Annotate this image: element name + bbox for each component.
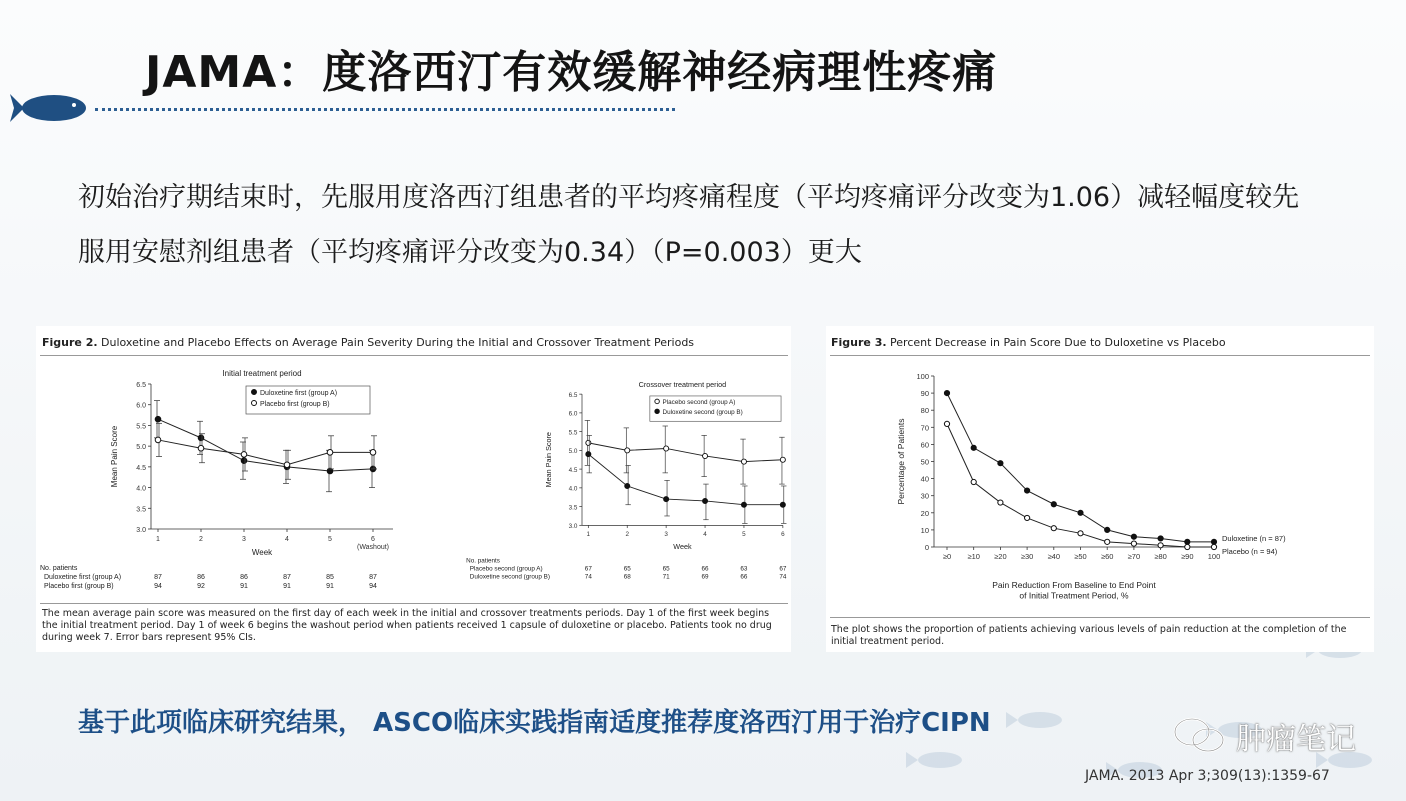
- y-tick-label: 3.5: [568, 504, 578, 512]
- y-axis-label: Mean Pain Score: [544, 432, 554, 488]
- y-tick-label: 6.5: [568, 391, 578, 399]
- patients-label: No. patients: [466, 557, 500, 565]
- x-tick-label: [781, 531, 785, 538]
- patients-cell: 68: [623, 573, 631, 581]
- data-point: [155, 416, 161, 422]
- patients-cell: 91: [326, 583, 334, 590]
- figure-3-rule: [830, 355, 1370, 356]
- data-point: [1025, 488, 1030, 493]
- series-line: [947, 424, 1214, 547]
- x-tick-label: [625, 531, 629, 538]
- x-tick-label: [328, 536, 332, 543]
- data-point: [1051, 526, 1056, 531]
- data-point: [241, 452, 247, 458]
- data-point: [1105, 527, 1110, 532]
- data-point: [1211, 539, 1216, 544]
- patients-cell: 65: [662, 565, 670, 573]
- y-tick-label: 60: [920, 440, 929, 450]
- x-tick-label: [1101, 552, 1113, 561]
- x-tick-label: [943, 552, 951, 561]
- patients-row-name: Placebo first (group B): [44, 583, 114, 590]
- data-point: [1131, 541, 1136, 546]
- x-tick-label-line: 6: [781, 531, 785, 539]
- watermark-text: 肿瘤笔记: [1236, 722, 1356, 757]
- patients-cell: 94: [369, 583, 377, 590]
- x-tick-label-line: ≥10: [967, 552, 980, 561]
- patients-cell: 86: [197, 574, 205, 581]
- data-point: [198, 445, 204, 451]
- patients-cell: 94: [154, 583, 162, 590]
- patients-cell: 67: [779, 565, 787, 573]
- y-tick-label: 4.0: [568, 485, 578, 493]
- x-tick-label: [156, 536, 160, 543]
- data-point: [664, 497, 669, 502]
- body-paragraph: 初始治疗期结束时，先服用度洛西汀组患者的平均疼痛程度（平均疼痛评分改变为1.06）减轻幅度较先服用安慰剂组患者（平均疼痛评分改变为0.34）（P=0.003）更大: [78, 182, 1300, 268]
- figure-3-label: Figure 3.: [831, 336, 887, 349]
- data-point: [625, 448, 630, 453]
- figure-2-initial-chart: [36, 358, 406, 623]
- figure-2-caption: The mean average pain score was measured on the first day of each week in the initial and crossover treatments periods. Day 1 of the first week begins the initial treatment period. Day 1 of week 6 begins the washout period when patients received 1 capsule of duloxetine or placebo. Patients took no drug during week 7. Error bars represent 95% CIs.: [42, 608, 772, 643]
- data-point: [241, 458, 247, 464]
- panel-title: Crossover treatment period: [638, 379, 727, 389]
- y-tick-label: 6.0: [568, 410, 578, 418]
- series-end-label: Duloxetine (n = 87): [1222, 533, 1286, 543]
- patients-cell: 85: [326, 574, 334, 581]
- y-tick-label: 4.5: [568, 466, 578, 474]
- figure-3-caption: The plot shows the proportion of patients achieving various levels of pain reduction at the completion of the initial treatment period.: [831, 624, 1347, 647]
- fish-logo-icon: [8, 86, 90, 128]
- data-point: [155, 437, 161, 443]
- data-point: [780, 502, 785, 507]
- x-tick-label-line: (Washout): [356, 544, 390, 551]
- y-tick-label: 70: [920, 423, 929, 433]
- x-tick-label-line: ≥30: [1020, 552, 1034, 561]
- patients-cell: 66: [701, 565, 709, 573]
- y-tick-label: 3.0: [568, 523, 578, 531]
- patients-cell: 91: [240, 583, 248, 590]
- patients-cell: 87: [369, 574, 377, 581]
- data-point: [198, 435, 204, 441]
- y-tick-label: 90: [920, 389, 929, 399]
- y-tick-label: 80: [920, 406, 929, 416]
- y-tick-label: 6.5: [136, 382, 146, 389]
- series-line: [158, 440, 373, 465]
- x-tick-label: [199, 536, 203, 543]
- patients-row-name: Duloxetine second (group B): [469, 573, 551, 581]
- x-tick-label: [242, 536, 246, 543]
- y-tick-label: 5.5: [568, 429, 578, 437]
- x-tick-label: [742, 531, 746, 538]
- legend-label: Placebo second (group A): [662, 399, 736, 407]
- patients-cell: 74: [584, 573, 592, 581]
- y-tick-label: 20: [920, 508, 929, 518]
- patients-cell: 66: [740, 573, 748, 581]
- figure-3-title-text: Percent Decrease in Pain Score Due to Duloxetine vs Placebo: [890, 336, 1226, 349]
- legend-marker: [655, 399, 660, 404]
- series-line: [588, 443, 783, 462]
- x-tick-label-line: ≥70: [1127, 552, 1141, 561]
- y-tick-label: 0: [924, 543, 929, 552]
- slide-title: JAMA：度洛西汀有效缓解神经病理性疼痛: [145, 47, 998, 98]
- x-tick-label: [967, 552, 979, 561]
- data-point: [664, 446, 669, 451]
- data-point: [944, 421, 949, 426]
- wechat-icon: [1172, 716, 1228, 756]
- y-axis-label: Percentage of Patients: [896, 418, 906, 505]
- y-tick-label: 30: [920, 491, 929, 501]
- data-point: [971, 445, 976, 450]
- figure-3-caption-rule: [830, 617, 1370, 618]
- data-point: [998, 500, 1003, 505]
- x-tick-label-line: ≥60: [1100, 552, 1114, 561]
- data-point: [1105, 539, 1110, 544]
- x-tick-label-line: 4: [285, 536, 289, 543]
- y-tick-label: 5.0: [568, 448, 578, 456]
- patients-cell: 86: [240, 574, 248, 581]
- patients-cell: 87: [154, 574, 162, 581]
- patients-cell: 91: [283, 583, 291, 590]
- y-tick-label: 10: [920, 525, 929, 535]
- data-point: [370, 450, 376, 456]
- patients-cell: 92: [197, 583, 205, 590]
- patients-row-name: Placebo second (group A): [469, 565, 543, 573]
- x-axis-label: Week: [673, 541, 692, 551]
- x-tick-label: [1181, 552, 1193, 561]
- x-tick-label: [703, 531, 707, 538]
- y-tick-label: 5.0: [136, 444, 146, 452]
- data-point: [741, 502, 746, 507]
- conclusion-text: 基于此项临床研究结果， ASCO临床实践指南适度推荐度洛西汀用于治疗CIPN: [78, 708, 991, 738]
- x-tick-label: [1208, 552, 1221, 561]
- x-tick-label-line: 4: [703, 531, 707, 539]
- x-axis-label: Week: [251, 548, 273, 557]
- data-point: [1158, 543, 1163, 548]
- x-tick-label-line: 3: [242, 536, 246, 543]
- figure-2-title: [42, 336, 694, 349]
- y-tick-label: 4.0: [136, 485, 146, 493]
- data-point: [703, 453, 708, 458]
- y-tick-label: 4.5: [136, 464, 146, 472]
- x-tick-label: [994, 552, 1006, 561]
- patients-cell: 74: [779, 573, 787, 581]
- x-tick-label-line: ≥80: [1154, 552, 1167, 561]
- y-tick-label: 5.5: [136, 423, 146, 431]
- x-tick-label-line: ≥90: [1181, 552, 1194, 561]
- y-tick-label: 100: [916, 372, 929, 381]
- y-axis-label: Mean Pain Score: [110, 425, 119, 488]
- y-tick-label: 3.5: [136, 506, 146, 514]
- data-point: [1078, 510, 1083, 515]
- patients-cell: 69: [701, 573, 709, 581]
- x-axis-label: Pain Reduction From Baseline to End Point: [992, 580, 1156, 590]
- legend-marker: [252, 401, 257, 406]
- figure-3-panel: [826, 326, 1374, 652]
- legend-marker: [655, 409, 660, 414]
- legend-label: Placebo first (group B): [260, 401, 330, 408]
- data-point: [1131, 534, 1136, 539]
- x-tick-label-line: ≥40: [1047, 552, 1061, 561]
- data-point: [1078, 531, 1083, 536]
- x-tick-label: [587, 531, 591, 538]
- title-dotted-rule: [95, 108, 675, 111]
- x-tick-label: [1048, 552, 1060, 561]
- x-tick-label-line: 6: [371, 536, 375, 543]
- x-tick-label-line: 2: [625, 531, 630, 539]
- legend-label: Duloxetine first (group A): [260, 390, 338, 397]
- x-axis-label: of Initial Treatment Period, %: [1019, 590, 1129, 601]
- x-tick-label: [1154, 552, 1166, 561]
- x-tick-label-line: 5: [742, 531, 746, 539]
- data-point: [1211, 544, 1216, 549]
- data-point: [625, 483, 630, 488]
- x-tick-label-line: 2: [199, 536, 203, 543]
- patients-cell: 65: [623, 565, 631, 573]
- y-tick-label: 3.0: [136, 527, 146, 534]
- data-point: [284, 462, 290, 468]
- citation: JAMA. 2013 Apr 3;309(13):1359-67: [1085, 768, 1330, 784]
- data-point: [586, 452, 591, 457]
- data-point: [780, 457, 785, 462]
- x-tick-label: [357, 536, 389, 551]
- series-line: [947, 393, 1214, 542]
- x-tick-label: [1021, 552, 1033, 561]
- panel-title: Initial treatment period: [222, 369, 302, 378]
- figure-2-panel: [36, 326, 791, 652]
- data-point: [998, 461, 1003, 466]
- data-point: [703, 498, 708, 503]
- y-tick-label: 50: [920, 457, 929, 467]
- figure-2-label: Figure 2.: [42, 336, 98, 349]
- x-tick-label: [1128, 552, 1140, 561]
- x-tick-label-line: ≥0: [942, 552, 952, 561]
- patients-cell: 71: [662, 573, 670, 581]
- patients-label: No. patients: [40, 565, 78, 572]
- x-tick-label-line: ≥20: [994, 552, 1007, 561]
- x-tick-label: [1074, 552, 1086, 561]
- data-point: [1025, 515, 1030, 520]
- figure-2-rule: [40, 355, 788, 356]
- y-tick-label: 6.0: [136, 402, 146, 410]
- figure-2-title-text: Duloxetine and Placebo Effects on Average Pain Severity During the Initial and Crossover Treatment Periods: [101, 336, 695, 349]
- x-tick-label: [664, 531, 668, 538]
- x-tick-label-line: 5: [328, 536, 332, 543]
- x-tick-label-line: 1: [156, 536, 160, 543]
- legend-marker: [252, 390, 257, 395]
- data-point: [327, 450, 333, 456]
- data-point: [1051, 502, 1056, 507]
- figure-2-crossover-chart: [411, 358, 791, 623]
- figure-2-caption-rule: [40, 603, 788, 604]
- x-tick-label-line: ≥50: [1074, 552, 1087, 561]
- figure-3-title: [831, 336, 1226, 349]
- series-line: [588, 454, 783, 505]
- data-point: [1185, 539, 1190, 544]
- x-tick-label-line: 3: [664, 531, 668, 539]
- data-point: [944, 391, 949, 396]
- x-tick-label-line: 100: [1207, 552, 1221, 561]
- patients-row-name: Duloxetine first (group A): [44, 574, 122, 581]
- data-point: [741, 459, 746, 464]
- y-tick-label: 40: [920, 474, 929, 484]
- figure-3-chart: [826, 358, 1366, 613]
- series-end-label: Placebo (n = 94): [1222, 547, 1278, 556]
- data-point: [971, 479, 976, 484]
- data-point: [1158, 536, 1163, 541]
- data-point: [1185, 544, 1190, 549]
- legend-label: Duloxetine second (group B): [662, 409, 743, 417]
- x-tick-label-line: 1: [586, 531, 591, 539]
- patients-cell: 87: [283, 574, 291, 581]
- series-line: [158, 419, 373, 471]
- patients-cell: 63: [740, 565, 748, 573]
- patients-cell: 67: [584, 565, 592, 573]
- x-tick-label: [285, 536, 289, 543]
- data-point: [586, 440, 591, 445]
